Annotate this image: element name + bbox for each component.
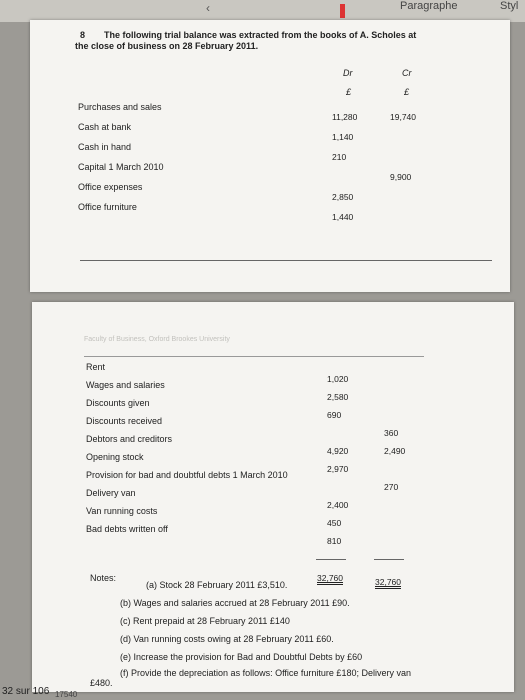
page-2-top-rule — [84, 356, 424, 357]
row-dr-amount: 4,920 — [327, 446, 349, 456]
watermark-text: Faculty of Business, Oxford Brookes University — [84, 336, 230, 343]
page-1-rule — [80, 260, 492, 261]
row-cr-amount: 270 — [384, 482, 399, 492]
row-cr-amount: 2,490 — [384, 446, 406, 456]
note-b: (b) Wages and salaries accrued at 28 February 2011 £90. — [120, 598, 350, 608]
row-label: Bad debts written off — [86, 524, 168, 534]
dr-currency: £ — [346, 87, 352, 97]
row-dr-amount: 450 — [327, 518, 342, 528]
row-dr-amount: 11,280 — [332, 112, 358, 122]
row-label: Capital 1 March 2010 — [78, 162, 164, 172]
row-label: Provision for bad and doubtful debts 1 March 2010 — [86, 470, 288, 480]
cr-total-rule — [374, 559, 404, 560]
note-c: (c) Rent prepaid at 28 February 2011 £140 — [120, 616, 290, 626]
row-label: Cash in hand — [78, 142, 132, 152]
row-label: Wages and salaries — [86, 380, 165, 390]
page-indicator[interactable]: 32 sur 106 — [2, 686, 50, 697]
row-label: Rent — [86, 362, 106, 372]
row-label: Discounts received — [86, 416, 163, 426]
paragraph-group-label[interactable]: Paragraphe — [400, 0, 458, 12]
row-label: Opening stock — [86, 452, 144, 462]
row-cr-amount: 9,900 — [390, 172, 412, 182]
row-cr-amount: 19,740 — [390, 112, 416, 122]
dr-total: 32,760 — [317, 573, 343, 583]
row-dr-amount: 690 — [327, 410, 342, 420]
styles-group-label[interactable]: Styl — [500, 0, 519, 12]
cr-total: 32,760 — [375, 577, 401, 587]
row-dr-amount: 2,970 — [327, 464, 349, 474]
cr-header: Cr — [402, 68, 412, 78]
row-dr-amount: 1,020 — [327, 374, 349, 384]
row-dr-amount: 1,140 — [332, 132, 354, 142]
dr-header: Dr — [343, 68, 353, 78]
row-dr-amount: 810 — [327, 536, 342, 546]
red-bar-icon — [340, 4, 345, 18]
question-line-1: The following trial balance was extracted from the books of A. Scholes at — [104, 30, 417, 40]
note-a: (a) Stock 28 February 2011 £3,510. — [146, 580, 288, 590]
row-label: Discounts given — [86, 398, 150, 408]
note-e: (e) Increase the provision for Bad and Doubtful Debts by £60 — [120, 652, 363, 662]
row-label: Cash at bank — [78, 122, 132, 132]
page-indicator-secondary: 17540 — [55, 690, 78, 699]
row-label: Office furniture — [78, 202, 137, 212]
row-label: Office expenses — [78, 182, 143, 192]
row-dr-amount: 2,580 — [327, 392, 349, 402]
dr-total-rule — [316, 559, 346, 560]
question-line-2: the close of business on 28 February 2011. — [75, 41, 259, 51]
question-number: 8 — [80, 30, 86, 40]
note-d: (d) Van running costs owing at 28 February 2011 £60. — [120, 634, 334, 644]
row-dr-amount: 1,440 — [332, 212, 354, 222]
row-label: Van running costs — [86, 506, 158, 516]
note-f: (f) Provide the depreciation as follows: Office furniture £180; Delivery van — [120, 668, 411, 678]
row-label: Debtors and creditors — [86, 434, 173, 444]
chevron-left-icon[interactable]: ‹ — [206, 1, 210, 15]
row-cr-amount: 360 — [384, 428, 399, 438]
document-page-1 — [30, 20, 510, 292]
note-f-continued: £480. — [90, 678, 113, 688]
notes-heading: Notes: — [90, 573, 117, 583]
word-toolbar — [0, 0, 525, 22]
row-label: Purchases and sales — [78, 102, 162, 112]
document-page-2 — [32, 302, 514, 692]
row-dr-amount: 2,400 — [327, 500, 349, 510]
row-dr-amount: 2,850 — [332, 192, 354, 202]
row-label: Delivery van — [86, 488, 136, 498]
row-dr-amount: 210 — [332, 152, 347, 162]
cr-currency: £ — [404, 87, 410, 97]
